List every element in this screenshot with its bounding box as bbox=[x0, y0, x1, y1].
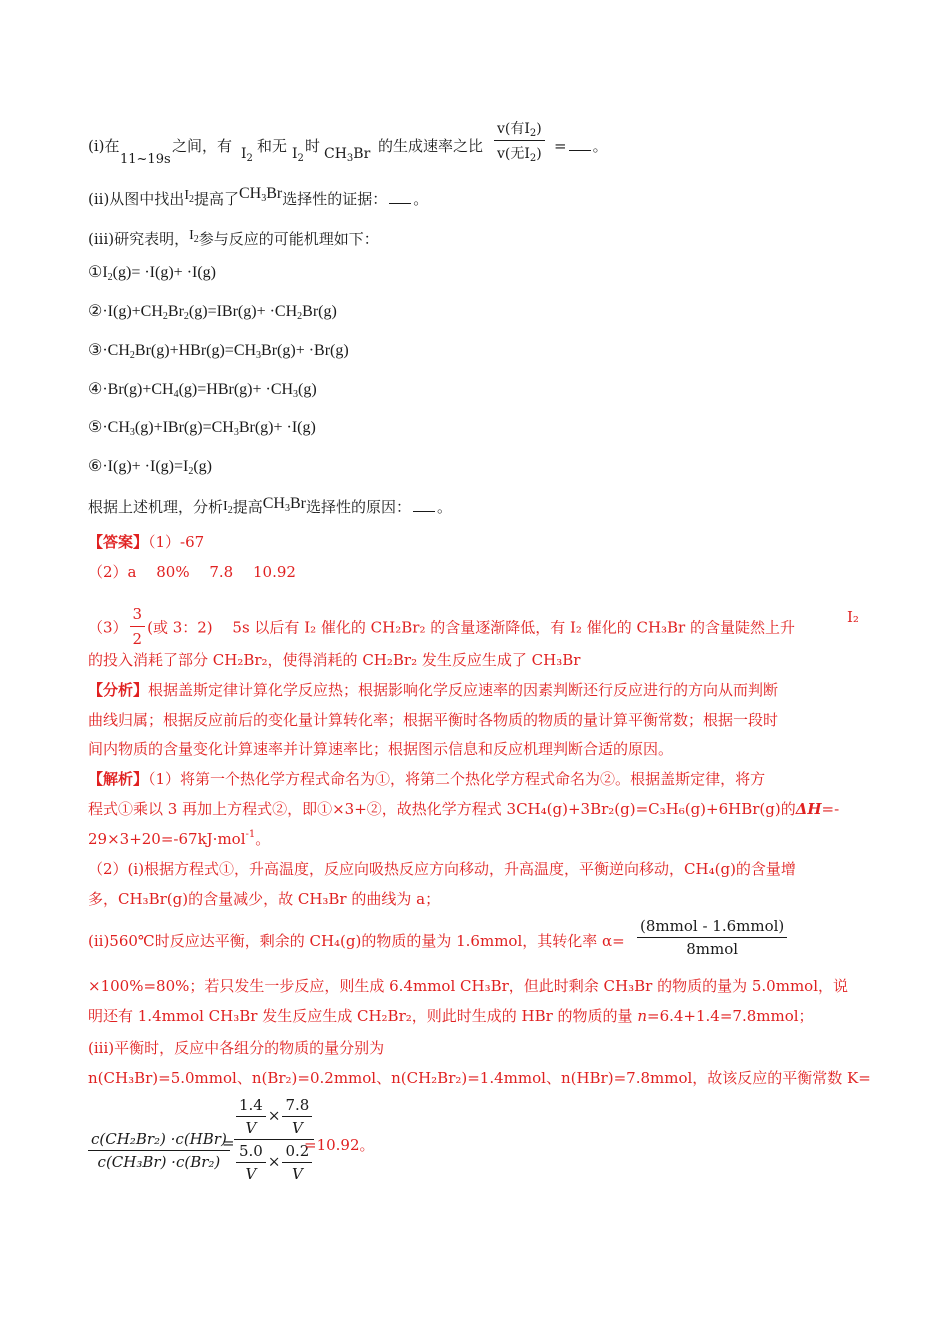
mechanism-step-1 bbox=[88, 263, 216, 283]
rate-ratio-fraction: $\frac{v(有I_2)}{v(无I_2)}$ bbox=[494, 118, 545, 163]
k-equals: = bbox=[222, 1134, 235, 1152]
i2-without: $I_2$ bbox=[292, 146, 304, 164]
solution-line3: 29×3+20=-67kJ·mol$^{-1}$。 bbox=[88, 829, 271, 848]
mechanism-step-3 bbox=[88, 341, 349, 361]
mechanism-step-2 bbox=[88, 302, 337, 322]
mechanism-step-number: ④ bbox=[88, 381, 103, 398]
k-expression bbox=[88, 1096, 408, 1186]
solution-line10: n(CH₃Br)=5.0mmol、n(Br₂)=0.2mmol、n(CH₂Br₂)=1.4mmol、n(HBr)=7.8mmol，故该反应的平衡常数 K= bbox=[88, 1069, 871, 1087]
question-iii: (iii)研究表明，$I_2$参与反应的可能机理如下： bbox=[88, 228, 379, 248]
ch3br-formula: $CH_3Br$ bbox=[324, 146, 371, 164]
question-i-text2: 和无 bbox=[257, 137, 288, 155]
answer-i2: I₂ bbox=[847, 608, 859, 626]
mechanism-equation: $\cdot I(g)+CH_2Br_2(g)=IBr(g)+ \cdot CH_2Br(g)$ bbox=[102, 303, 337, 322]
i2-with: $I_2$ bbox=[241, 146, 253, 164]
answer-line2: （2）a 80% 7.8 10.92 bbox=[88, 563, 296, 581]
solution-line9: (iii)平衡时，反应中各组分的物质的量分别为 bbox=[88, 1039, 385, 1057]
interval-label: 11~19s bbox=[120, 152, 171, 167]
k-rhs-fraction: $\frac{1.4}{V}$ × $\frac{7.8}{V}$ $\frac{5.0}{V}$ × $\frac{0.2}{V}$ bbox=[234, 1096, 314, 1183]
solution-line6: (ii)560℃时反应达平衡，剩余的 CH₄(g)的物质的量为 1.6mmol，其转化率 α= bbox=[88, 932, 625, 950]
mechanism-step-4 bbox=[88, 380, 317, 400]
solution-line5: 多，CH₃Br(g)的含量减少，故 CH₃Br 的曲线为 a； bbox=[88, 890, 441, 908]
mechanism-equation: $\cdot CH_3(g)+IBr(g)=CH_3Br(g)+ \cdot I(g)$ bbox=[102, 419, 316, 438]
analysis-line3: 间内物质的含量变化计算速率并计算速率比；根据图示信息和反应机理判断合适的原因。 bbox=[88, 740, 674, 758]
mechanism-step-6 bbox=[88, 457, 212, 477]
answer-line1: 【答案】（1）-67 bbox=[88, 533, 205, 551]
mechanism-step-number: ⑤ bbox=[88, 419, 103, 436]
question-i-text1: 之间，有 bbox=[172, 137, 233, 155]
analysis-label: 【分析】 bbox=[88, 681, 149, 699]
question-i-prefix: (i)在 bbox=[88, 137, 120, 155]
mechanism-step-number: ① bbox=[88, 264, 103, 281]
answer-label: 【答案】 bbox=[88, 533, 149, 551]
mechanism-equation: $\cdot Br(g)+CH_4(g)=HBr(g)+ \cdot CH_3(g)$ bbox=[102, 381, 317, 400]
solution-line1: 【解析】（1）将第一个热化学方程式命名为①，将第二个热化学方程式命名为②。根据盖斯定律，将方 bbox=[88, 770, 766, 788]
solution-line2: 程式①乘以 3 再加上方程式②，即①×3+②，故热化学方程式 3CH₄(g)+3Br₂(g)=C₃H₆(g)+6HBr(g)的ΔH=- bbox=[88, 800, 840, 818]
question-ii: (ii)从图中找出$I_2$提高了$CH_3Br$选择性的证据： 。 bbox=[88, 185, 429, 208]
analysis-line1: 【分析】根据盖斯定律计算化学反应热；根据影响化学反应速率的因素判断还行反应进行的方向从而判断 bbox=[88, 681, 779, 699]
question-i bbox=[88, 136, 120, 156]
solution-line8: 明还有 1.4mmol CH₃Br 发生反应生成 CH₂Br₂，则此时生成的 HBr 的物质的量 n=6.4+1.4=7.8mmol； bbox=[88, 1007, 814, 1025]
mechanism-step-number: ⑥ bbox=[88, 458, 103, 475]
mechanism-step-number: ③ bbox=[88, 342, 103, 359]
solution-label: 【解析】 bbox=[88, 770, 149, 788]
question-i-text3: 时 bbox=[305, 137, 321, 155]
mechanism-step-number: ② bbox=[88, 303, 103, 320]
question-i-text4: 的生成速率之比 bbox=[378, 137, 484, 155]
answer-line4: 的投入消耗了部分 CH₂Br₂，使得消耗的 CH₂Br₂ 发生反应生成了 CH₃Br bbox=[88, 651, 581, 669]
solution-line4: （2）(i)根据方程式①，升高温度，反应向吸热反应方向移动，升高温度，平衡逆向移动，CH₄(g)的含量增 bbox=[88, 860, 796, 878]
answer-blank-i: = 。 bbox=[554, 137, 608, 155]
mechanism-equation: $I_2(g)= \cdot I(g)+ \cdot I(g)$ bbox=[102, 264, 216, 283]
k-lhs-fraction: $\frac{\text{c(CH₂Br₂) ·c(HBr)}}{\text{c(CH₃Br) ·c(Br₂)}}$ bbox=[88, 1130, 230, 1171]
mechanism-equation: $\cdot I(g)+ \cdot I(g)=I_2(g)$ bbox=[102, 458, 212, 477]
question-analysis: 根据上述机理，分析$I_2$提高$CH_3Br$选择性的原因： 。 bbox=[88, 495, 452, 516]
answer-line3: （3） $\frac{3}{2}$ (或 3：2) 5s 以后有 I₂ 催化的 CH₂Br₂ 的含量逐渐降低，有 I₂ 催化的 CH₃Br 的含量陡然上升 bbox=[88, 605, 795, 648]
analysis-line2: 曲线归属；根据反应前后的变化量计算转化率；根据平衡时各物质的物质的量计算平衡常数；根据一段时 bbox=[88, 711, 779, 729]
mechanism-step-5 bbox=[88, 418, 316, 438]
k-result: =10.92。 bbox=[304, 1136, 375, 1154]
solution-line7: ×100%=80%；若只发生一步反应，则生成 6.4mmol CH₃Br，但此时剩余 CH₃Br 的物质的量为 5.0mmol，说 bbox=[88, 977, 848, 995]
conversion-fraction: $\frac{\text{(8mmol - 1.6mmol)}}{\text{8mmol}}$ bbox=[637, 917, 787, 958]
mechanism-equation: $\cdot CH_2Br(g)+HBr(g)=CH_3Br(g)+ \cdot Br(g)$ bbox=[102, 342, 349, 361]
